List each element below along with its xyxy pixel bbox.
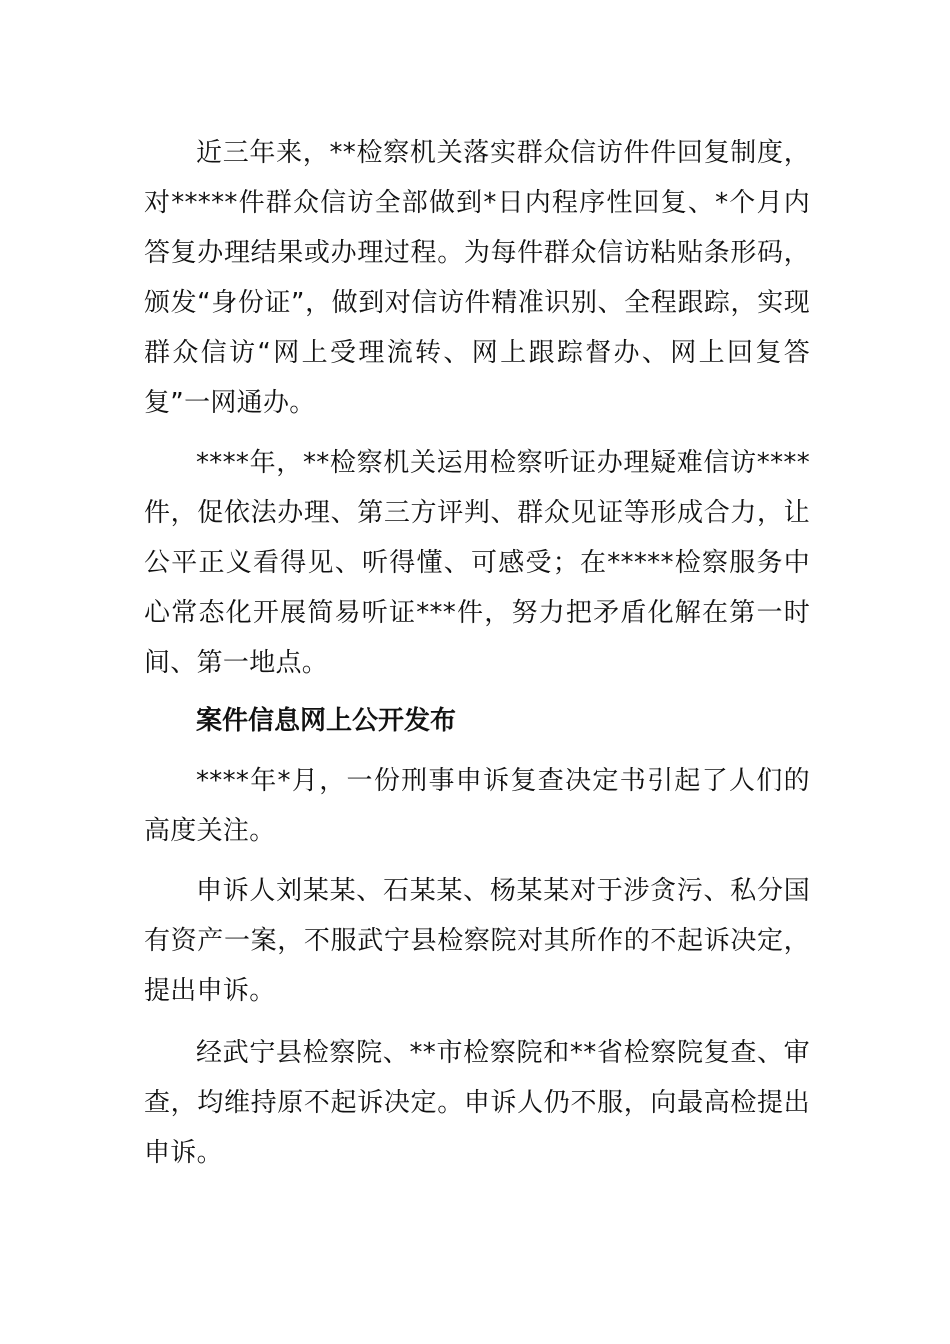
paragraph-hearing: ****年，**检察机关运用检察听证办理疑难信访****件，促依法办理、第三方评判、群众见证等形成合力，让公平正义看得见、听得懂、可感受；在*****检察服务中心常态化开展简易听证***件，努力把矛盾化解在第一时间、第一地点。 xyxy=(144,448,810,678)
section-heading: 案件信息网上公开发布 xyxy=(196,706,457,736)
paragraph-review: 经武宁县检察院、**市检察院和**省检察院复查、审查，均维持原不起诉决定。申诉人仍不服，向最高检提出申诉。 xyxy=(144,1038,810,1168)
document-page xyxy=(144,128,810,1178)
paragraph-decision-attention: ****年*月，一份刑事申诉复查决定书引起了人们的高度关注。 xyxy=(144,766,810,846)
paragraph-letter-reply: 近三年来，**检察机关落实群众信访件件回复制度，对*****件群众信访全部做到*日内程序性回复、*个月内答复办理结果或办理过程。为每件群众信访粘贴条形码，颁发“身份证”，做到对信访件精准识别、全程跟踪，实现群众信访“网上受理流转、网上跟踪督办、网上回复答复”一网通办。 xyxy=(144,138,810,418)
paragraph-appeal: 申诉人刘某某、石某某、杨某某对于涉贪污、私分国有资产一案，不服武宁县检察院对其所作的不起诉决定，提出申诉。 xyxy=(144,876,810,1006)
